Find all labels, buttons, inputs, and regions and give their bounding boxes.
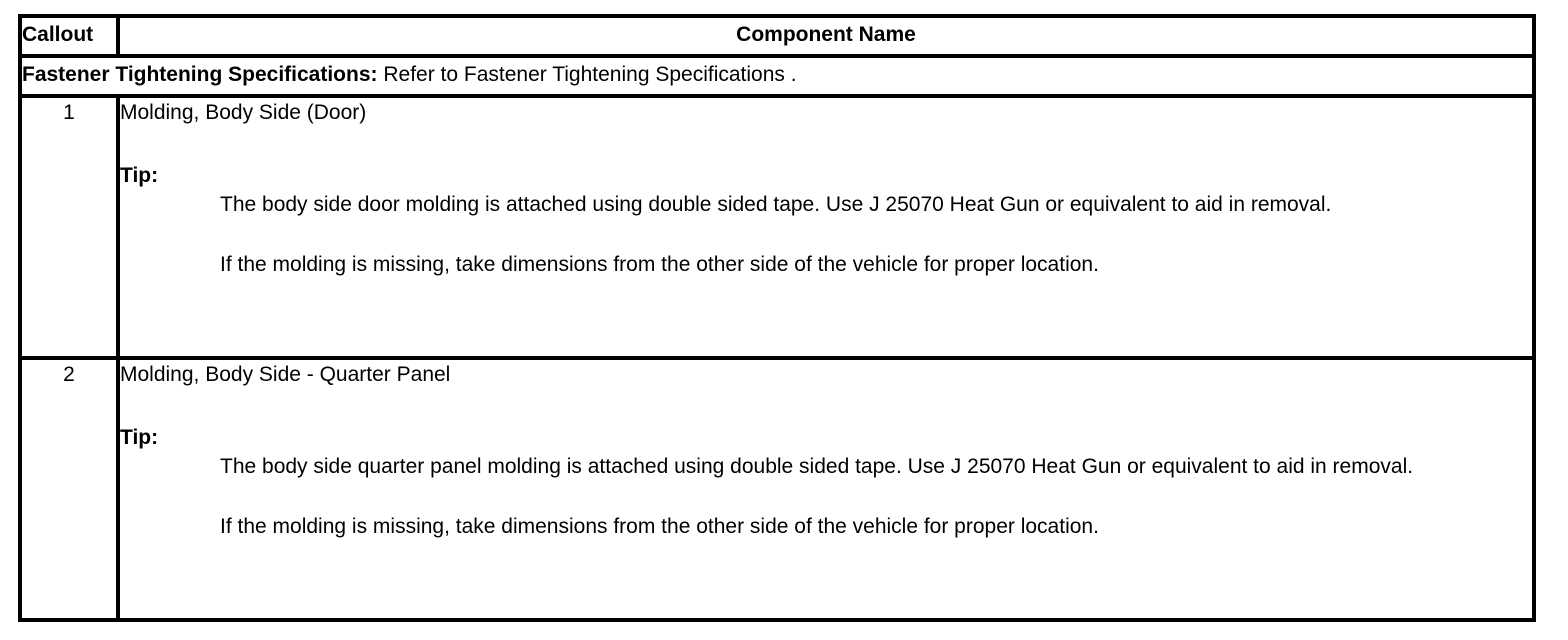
header-row	[20, 16, 1534, 56]
callout-table	[18, 14, 1536, 622]
tip-label: Tip:	[120, 426, 159, 449]
component-cell	[118, 96, 1534, 358]
component-name-column-header: Component Name	[118, 16, 1534, 56]
tip-paragraph: If the molding is missing, take dimensions from the other side of the vehicle for proper location.	[220, 253, 1099, 276]
callout-table-container	[18, 14, 1532, 622]
fastener-spec-label: Fastener Tightening Specifications:	[22, 63, 378, 86]
table-row	[20, 96, 1534, 358]
component-name: Molding, Body Side (Door)	[120, 101, 367, 124]
component-name: Molding, Body Side - Quarter Panel	[120, 363, 451, 386]
callout-number: 2	[20, 358, 118, 620]
callout-column-header: Callout	[20, 16, 118, 56]
tip-body	[220, 190, 1532, 279]
fastener-spec-text: Refer to Fastener Tightening Specifications .	[377, 63, 797, 86]
table-row	[20, 358, 1534, 620]
callout-number: 1	[20, 96, 118, 358]
fastener-spec-cell	[20, 56, 1534, 96]
tip-body	[220, 452, 1532, 541]
tip-paragraph: The body side door molding is attached using double sided tape. Use J 25070 Heat Gun or equivalent to aid in removal.	[220, 193, 1332, 216]
tip-paragraph: The body side quarter panel molding is attached using double sided tape. Use J 25070 Heat Gun or equivalent to aid in removal.	[220, 455, 1414, 478]
fastener-spec-row	[20, 56, 1534, 96]
tip-paragraph: If the molding is missing, take dimensions from the other side of the vehicle for proper location.	[220, 515, 1099, 538]
component-cell	[118, 358, 1534, 620]
tip-label: Tip:	[120, 164, 159, 187]
